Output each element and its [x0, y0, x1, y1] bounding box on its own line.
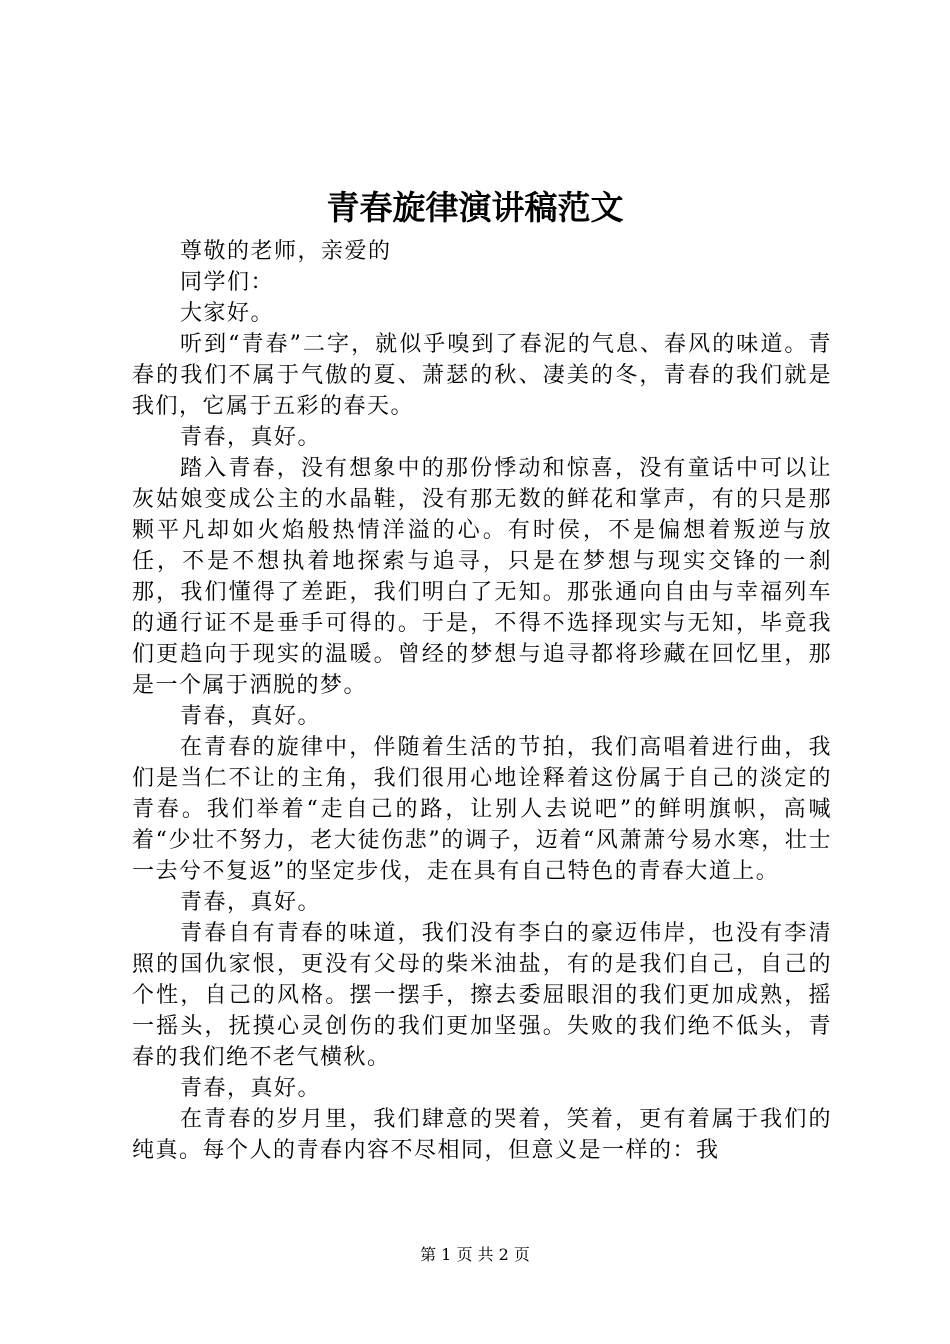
paragraph-2: 踏入青春，没有想象中的那份悸动和惊喜，没有童话中可以让灰姑娘变成公主的水晶鞋，没有那无数的鲜花和掌声，有的只是那颗平凡却如火焰般热情洋溢的心。有时侯，不是偏想着叛逆与放任，不是不想执着地探索与追寻，只是在梦想与现实交锋的一刹那，我们懂得了差距，我们明白了无知。那张通向自由与幸福列车的通行证不是垂手可得的。于是，不得不选择现实与无知，毕竟我们更趋向于现实的温暖。曾经的梦想与追寻都将珍藏在回忆里，那是一个属于洒脱的梦。 — [132, 456, 832, 698]
paragraph-3: 在青春的旋律中，伴随着生活的节拍，我们高唱着进行曲，我们是当仁不让的主角，我们很用心地诠释着这份属于自己的淡定的青春。我们举着“走自己的路，让别人去说吧”的鲜明旗帜，高喊着“少壮不努力，老大徒伤悲”的调子，迈着“风萧萧兮易水寒，壮士一去兮不复返”的坚定步伐，走在具有自己特色的青春大道上。 — [132, 735, 832, 884]
paragraph-4: 青春自有青春的味道，我们没有李白的豪迈伟岸，也没有李清照的国仇家恨，更没有父母的柴米油盐，有的是我们自己，自己的个性，自己的风格。摆一摆手，擦去委屈眼泪的我们更加成熟，摇一摇头，抚摸心灵创伤的我们更加坚强。失败的我们绝不低头，青春的我们绝不老气横秋。 — [132, 921, 832, 1070]
document-title: 青春旋律演讲稿范文 — [326, 188, 624, 227]
refrain-2: 青春，真好。 — [180, 704, 322, 729]
paragraph-1: 听到“青春”二字，就似乎嗅到了春泥的气息、春风的味道。青春的我们不属于气傲的夏、萧瑟的秋、凄美的冬，青春的我们就是我们，它属于五彩的春天。 — [132, 332, 832, 419]
salutation-line-2: 同学们： — [180, 270, 275, 295]
refrain-1: 青春，真好。 — [180, 425, 322, 450]
refrain-4: 青春，真好。 — [180, 1076, 322, 1101]
greeting: 大家好。 — [180, 301, 275, 326]
salutation-line-1: 尊敬的老师，亲爱的 — [180, 239, 392, 264]
document-body — [132, 236, 832, 1166]
paragraph-5: 在青春的岁月里，我们肆意的哭着，笑着，更有着属于我们的纯真。每个人的青春内容不尽相同，但意义是一样的：我 — [132, 1107, 832, 1163]
page-footer: 第 1 页 共 2 页 — [420, 1245, 530, 1264]
refrain-3: 青春，真好。 — [180, 890, 322, 915]
